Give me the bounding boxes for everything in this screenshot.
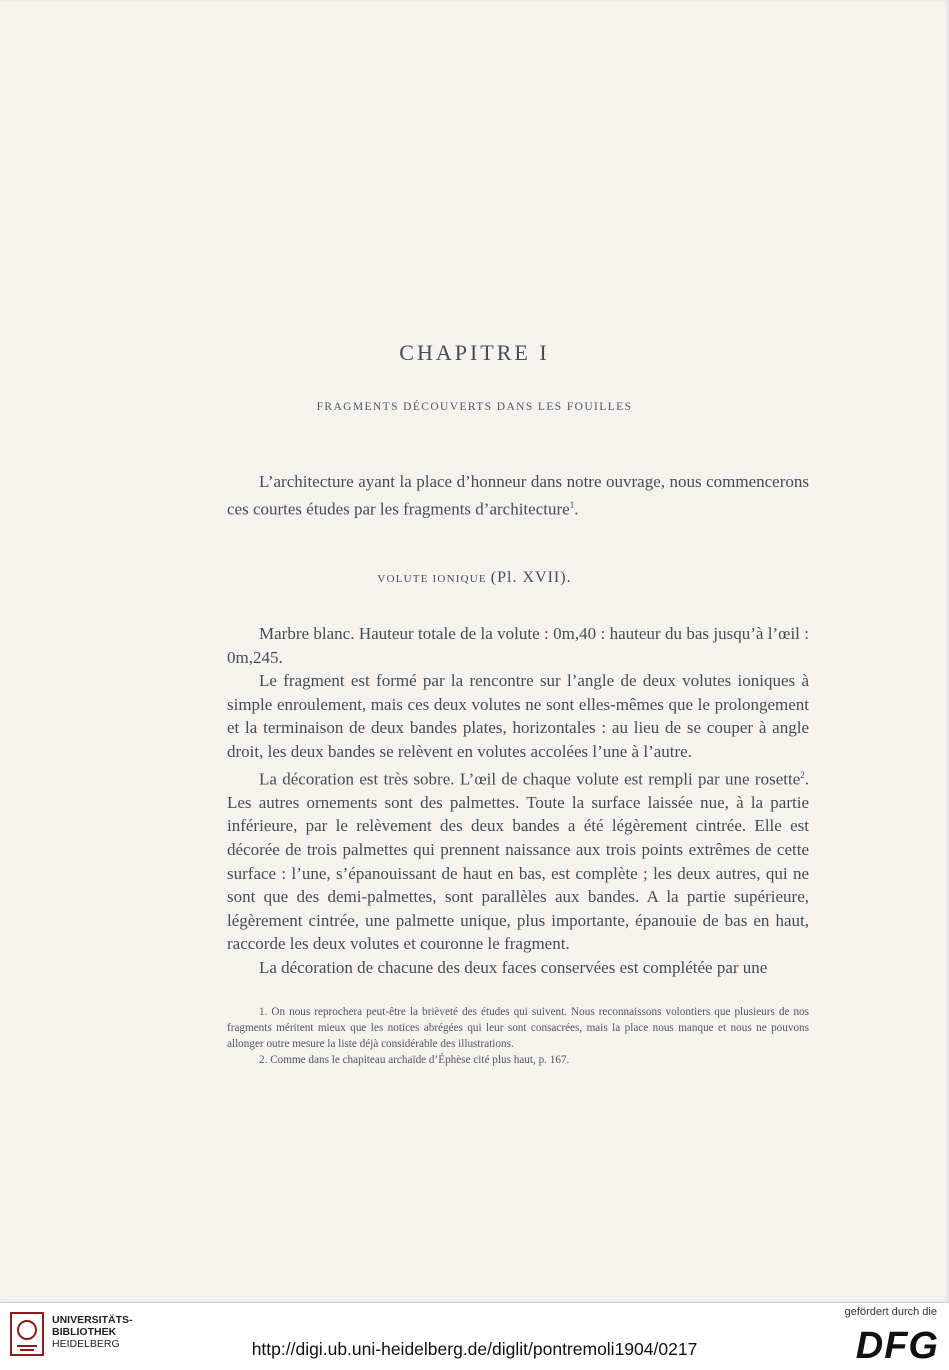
chapter-subtitle: FRAGMENTS DÉCOUVERTS DANS LES FOUILLES bbox=[316, 401, 633, 413]
paragraph-3-start: La décoration est très sobre. L’œil de chaque volute est rempli par une rosette bbox=[259, 769, 801, 789]
footnote-1: 1. On nous reprochera peut-être la brièveté des études qui suivent. Nous reconnaissons volontiers que plusieurs de nos fragments méritent mieux que les notices abrégées qui leur sont consacrées, mais la place nous manque et nous ne pouvons allonger outre mesure la liste déjà considérable des illustrations. bbox=[227, 1006, 809, 1050]
intro-text: L’architecture ayant la place d’honneur dans notre ouvrage, nous commencerons ces courtes études par les fragments d’architecture bbox=[227, 472, 809, 519]
footnotes bbox=[227, 1004, 809, 1068]
library-name-line-2: BIBLIOTHEK bbox=[52, 1326, 117, 1338]
paragraph-4: La décoration de chacune des deux faces conservées est complétée par une bbox=[259, 957, 768, 977]
intro-end: . bbox=[574, 499, 579, 519]
funding-label: gefördert durch die bbox=[844, 1306, 937, 1318]
dfg-logo[interactable]: DFG bbox=[855, 1325, 939, 1367]
library-name-line-3: HEIDELBERG bbox=[52, 1338, 120, 1350]
paragraph-3 bbox=[227, 764, 809, 956]
paragraph-2: Le fragment est formé par la rencontre sur l’angle de deux volutes ioniques à simple enroulement, mais ces deux volutes ne sont elles-mêmes que le prolongement et la terminaison de deux bandes plates, horizontales : au lieu de se couper à angle droit, les deux bandes se relèvent en volutes accolées l’une à l’autre. bbox=[227, 671, 809, 761]
section-title: VOLUTE IONIQUE bbox=[377, 573, 487, 585]
permalink-url[interactable]: http://digi.ub.uni-heidelberg.de/diglit/pontremoli1904/0217 bbox=[251, 1339, 698, 1359]
library-name-line-1: UNIVERSITÄTS- bbox=[52, 1314, 133, 1326]
intro-paragraph bbox=[227, 470, 809, 521]
footnote-ref-1[interactable]: 1 bbox=[569, 499, 575, 510]
footnote-2: 2. Comme dans le chapiteau archaïde d’Éphèse cité plus haut, p. 167. bbox=[259, 1054, 570, 1066]
paragraph-1: Marbre blanc. Hauteur totale de la volute : 0m,40 : hauteur du bas jusqu’à l’œil : 0m,245. bbox=[227, 624, 809, 667]
plate-reference: (Pl. XVII). bbox=[490, 569, 572, 586]
body-text bbox=[227, 622, 809, 980]
paragraph-3-rest: . Les autres ornements sont des palmettes. Toute la surface laissée nue, à la partie inférieure, par le relèvement des deux bandes a été légèrement cintrée. Elle est décorée de trois palmettes qui prennent naissance aux trois points extrêmes de cette surface : l’une, s’épanouissant de haut en bas, est complète ; les deux autres, qui ne sont que des demi-palmettes, sont parallèles aux bandes. A la partie supérieure, légèrement cintrée, une palmette unique, plus importante, épanouie de bas en haut, raccorde les deux volutes et couronne le fragment. bbox=[227, 769, 809, 954]
section-heading bbox=[0, 569, 949, 587]
chapter-title: CHAPITRE I bbox=[399, 340, 550, 365]
footnote-ref-2[interactable]: 2 bbox=[800, 769, 805, 780]
